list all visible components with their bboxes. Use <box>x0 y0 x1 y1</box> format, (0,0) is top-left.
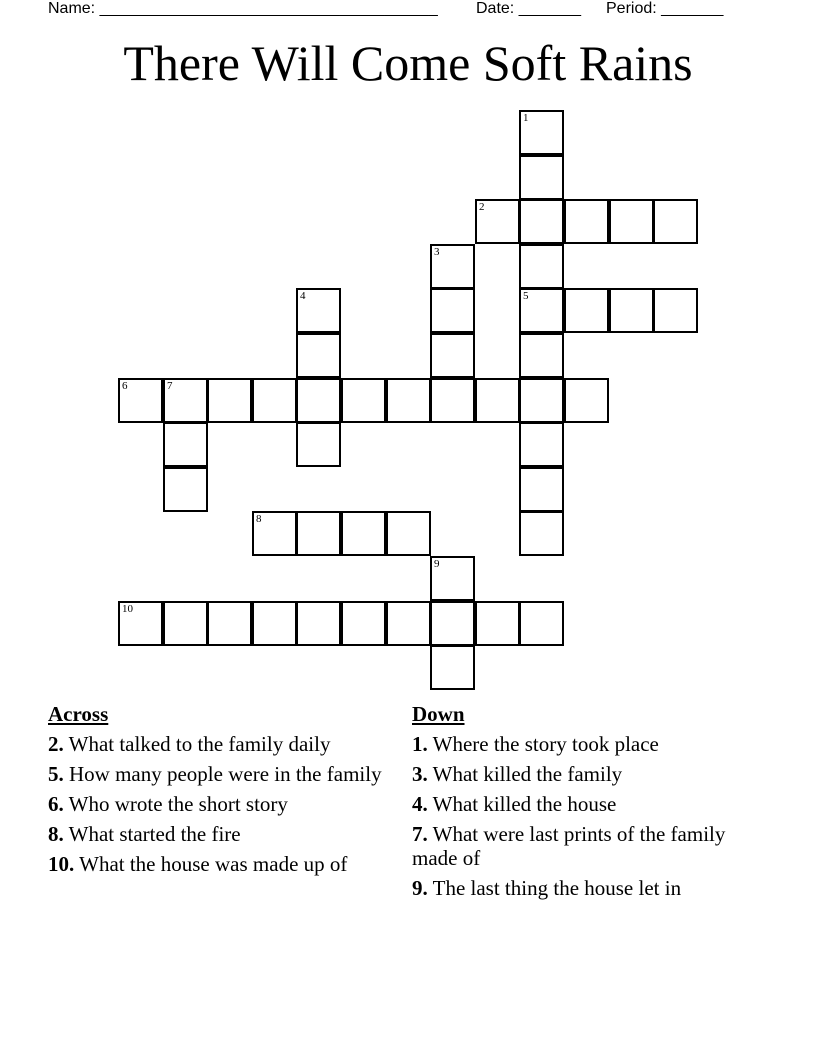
crossword-cell[interactable] <box>564 288 609 333</box>
crossword-cell[interactable] <box>519 378 564 423</box>
crossword-cell[interactable] <box>430 601 475 646</box>
crossword-cell[interactable] <box>519 110 564 155</box>
crossword-cell[interactable] <box>296 601 341 646</box>
clue-number: 4 <box>300 290 306 302</box>
crossword-cell[interactable] <box>296 511 341 556</box>
crossword-cell[interactable] <box>118 601 163 646</box>
crossword-cell[interactable] <box>519 511 564 556</box>
crossword-cell[interactable] <box>519 244 564 289</box>
crossword-cell[interactable] <box>386 378 431 423</box>
crossword-cell[interactable] <box>207 378 252 423</box>
crossword-cell[interactable] <box>252 378 297 423</box>
down-clue-4: 4. What killed the house <box>412 792 617 816</box>
crossword-cell[interactable] <box>519 199 564 244</box>
crossword-cell[interactable] <box>430 244 475 289</box>
crossword-cell[interactable] <box>341 511 386 556</box>
crossword-cell[interactable] <box>341 378 386 423</box>
crossword-cell[interactable] <box>118 378 163 423</box>
crossword-cell[interactable] <box>163 601 208 646</box>
across-clue-2: 2. What talked to the family daily <box>48 732 331 756</box>
crossword-cell[interactable] <box>341 601 386 646</box>
crossword-cell[interactable] <box>430 288 475 333</box>
crossword-cell[interactable] <box>609 199 654 244</box>
crossword-cell[interactable] <box>430 333 475 378</box>
clue-number: 1 <box>523 112 529 124</box>
clue-number: 8 <box>256 513 262 525</box>
down-clue-7: 7. What were last prints of the family made of <box>412 822 726 870</box>
crossword-cell[interactable] <box>519 333 564 378</box>
crossword-cell[interactable] <box>163 378 208 423</box>
name-field-label: Name: ______________________________________ <box>48 0 438 17</box>
crossword-cell[interactable] <box>207 601 252 646</box>
page-title: There Will Come Soft Rains <box>123 35 693 91</box>
down-clue-9: 9. The last thing the house let in <box>412 876 682 900</box>
down-clue-1: 1. Where the story took place <box>412 732 659 756</box>
crossword-cell[interactable] <box>519 155 564 200</box>
crossword-cell[interactable] <box>430 378 475 423</box>
clue-number: 10 <box>122 603 133 615</box>
crossword-cell[interactable] <box>475 601 520 646</box>
down-heading: Down <box>412 702 465 726</box>
crossword-cell[interactable] <box>653 288 698 333</box>
crossword-cell[interactable] <box>252 601 297 646</box>
period-field-label: Period: _______ <box>606 0 724 17</box>
crossword-cell[interactable] <box>519 288 564 333</box>
crossword-cell[interactable] <box>163 467 208 512</box>
crossword-cell[interactable] <box>386 511 431 556</box>
down-clue-3: 3. What killed the family <box>412 762 623 786</box>
crossword-cell[interactable] <box>252 511 297 556</box>
crossword-cell[interactable] <box>163 422 208 467</box>
across-heading: Across <box>48 702 109 726</box>
crossword-cell[interactable] <box>296 288 341 333</box>
crossword-cell[interactable] <box>564 199 609 244</box>
across-clue-5: 5. How many people were in the family <box>48 762 382 786</box>
crossword-cell[interactable] <box>296 422 341 467</box>
clue-number: 9 <box>434 558 440 570</box>
clue-number: 2 <box>479 201 485 213</box>
clue-number: 7 <box>167 380 173 392</box>
clue-number: 6 <box>122 380 128 392</box>
crossword-cell[interactable] <box>430 645 475 690</box>
crossword-cell[interactable] <box>564 378 609 423</box>
crossword-cell[interactable] <box>430 556 475 601</box>
crossword-cell[interactable] <box>386 601 431 646</box>
clue-number: 5 <box>523 290 529 302</box>
crossword-cell[interactable] <box>519 467 564 512</box>
clue-number: 3 <box>434 246 440 258</box>
crossword-cell[interactable] <box>296 333 341 378</box>
across-clue-10: 10. What the house was made up of <box>48 852 348 876</box>
crossword-cell[interactable] <box>653 199 698 244</box>
crossword-cell[interactable] <box>475 199 520 244</box>
across-clues <box>48 702 393 882</box>
date-field-label: Date: _______ <box>476 0 581 17</box>
across-clue-8: 8. What started the fire <box>48 822 241 846</box>
crossword-cell[interactable] <box>475 378 520 423</box>
crossword-cell[interactable] <box>519 422 564 467</box>
crossword-cell[interactable] <box>609 288 654 333</box>
across-clue-6: 6. Who wrote the short story <box>48 792 288 816</box>
crossword-cell[interactable] <box>296 378 341 423</box>
down-clues <box>412 702 742 906</box>
crossword-cell[interactable] <box>519 601 564 646</box>
